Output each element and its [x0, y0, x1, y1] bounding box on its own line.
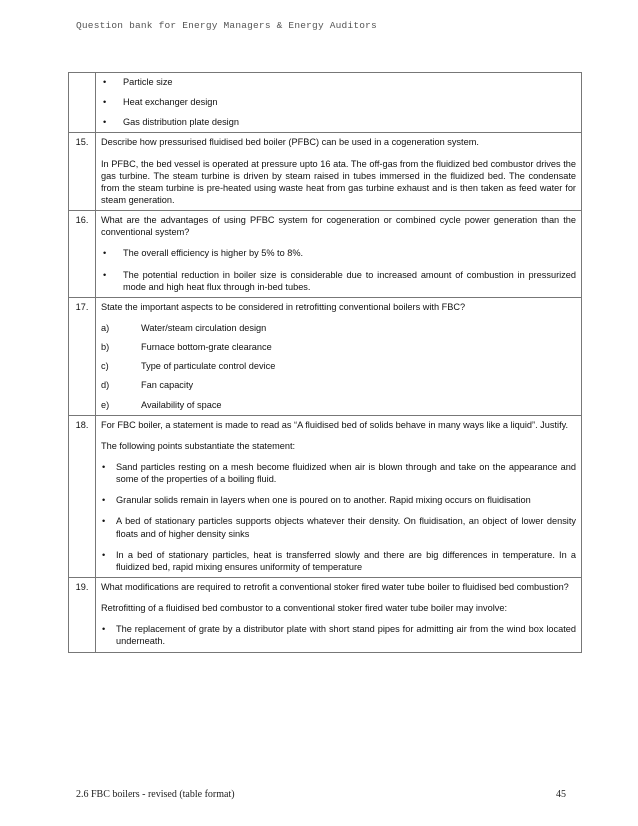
table-row [69, 297, 582, 415]
item-text: Fan capacity [141, 380, 194, 391]
list-item [101, 341, 576, 353]
question-text: What are the advantages of using PFBC system for cogeneration or combined cycle power generation than the conventional system? [101, 215, 576, 238]
answer-cell [96, 211, 582, 298]
question-text: Describe how pressurised fluidised bed boiler (PFBC) can be used in a cogeneration system. [101, 137, 479, 148]
answer-intro: Retrofitting of a fluidised bed combustor to a conventional stoker fired water tube boiler may involve: [101, 603, 507, 614]
question-number: 17. [69, 297, 96, 415]
list-item [101, 360, 576, 372]
table-row [69, 211, 582, 298]
item-text: Availability of space [141, 399, 222, 410]
table-row [69, 577, 582, 652]
bullet-list [101, 247, 576, 292]
question-number: 18. [69, 415, 96, 577]
page-header: Question bank for Energy Managers & Energy Auditors [76, 20, 377, 31]
question-table [68, 72, 582, 653]
item-text: Furnace bottom-grate clearance [141, 342, 272, 353]
answer-cell [96, 415, 582, 577]
list-item: • Sand particles resting on a mesh become fluidized when air is blown through and take on the appearance and some of the properties of a boiling fluid. [101, 461, 576, 485]
item-letter: b) [101, 342, 110, 353]
list-item: • A bed of stationary particles supports objects whatever their density. On fluidisation, an object of lower density floats and of higher density sinks [101, 515, 576, 539]
list-item: • Granular solids remain in layers when one is poured on to another. Rapid mixing occurs on fluidisation [101, 494, 576, 506]
list-item: • The overall efficiency is higher by 5% to 8%. [101, 247, 576, 259]
answer-cell [96, 577, 582, 652]
question-number [69, 73, 96, 133]
answer-intro: The following points substantiate the statement: [101, 440, 296, 451]
question-text: For FBC boiler, a statement is made to read as “A fluidised bed of solids behave in many ways like a liquid”. Justify. [101, 419, 569, 430]
item-letter: e) [101, 399, 110, 410]
list-item: • Gas distribution plate design [101, 116, 576, 128]
table-row [69, 133, 582, 211]
item-letter: c) [101, 361, 109, 372]
answer-cell [96, 133, 582, 211]
list-item: • The replacement of grate by a distributor plate with short stand pipes for admitting air from the wind box located underneath. [101, 623, 576, 647]
footer-chapter: 2.6 FBC boilers - revised (table format) [76, 789, 235, 800]
list-item: • In a bed of stationary particles, heat is transferred slowly and there are big differences in temperature. In a fluidized bed, rapid mixing ensures uniformity of temperature [101, 549, 576, 573]
item-letter: a) [101, 322, 110, 333]
question-number: 16. [69, 211, 96, 298]
item-text: Type of particulate control device [141, 361, 276, 372]
list-item [101, 379, 576, 391]
table-row [69, 73, 582, 133]
question-number: 15. [69, 133, 96, 211]
item-text: Water/steam circulation design [141, 322, 267, 333]
question-text: State the important aspects to be considered in retrofitting conventional boilers with FBC? [101, 301, 466, 312]
lettered-list [101, 322, 576, 411]
table-row [69, 415, 582, 577]
list-item: • The potential reduction in boiler size is considerable due to increased amount of combustion in pressurized mode and high heat flux through in-bed tubes. [101, 269, 576, 293]
page-number: 45 [556, 789, 566, 800]
list-item: • Heat exchanger design [101, 96, 576, 108]
bullet-list [101, 76, 576, 128]
bullet-list [101, 623, 576, 647]
list-item [101, 399, 576, 411]
list-item: • Particle size [101, 76, 576, 88]
question-number: 19. [69, 577, 96, 652]
answer-cell [96, 73, 582, 133]
answer-cell [96, 297, 582, 415]
bullet-list [101, 461, 576, 573]
question-text: What modifications are required to retrofit a conventional stoker fired water tube boiler to fluidised bed combustion? [101, 581, 569, 592]
list-item [101, 322, 576, 334]
answer-text: In PFBC, the bed vessel is operated at pressure upto 16 ata. The off-gas from the fluidized bed combustor drives the gas turbine. The steam turbine is driven by steam raised in tubes immersed in the fluidized bed. The condensate from the steam turbine is pre-heated using waste heat from gas turbine exhaust and is then taken as feed water for steam generation. [101, 158, 576, 205]
item-letter: d) [101, 380, 110, 391]
